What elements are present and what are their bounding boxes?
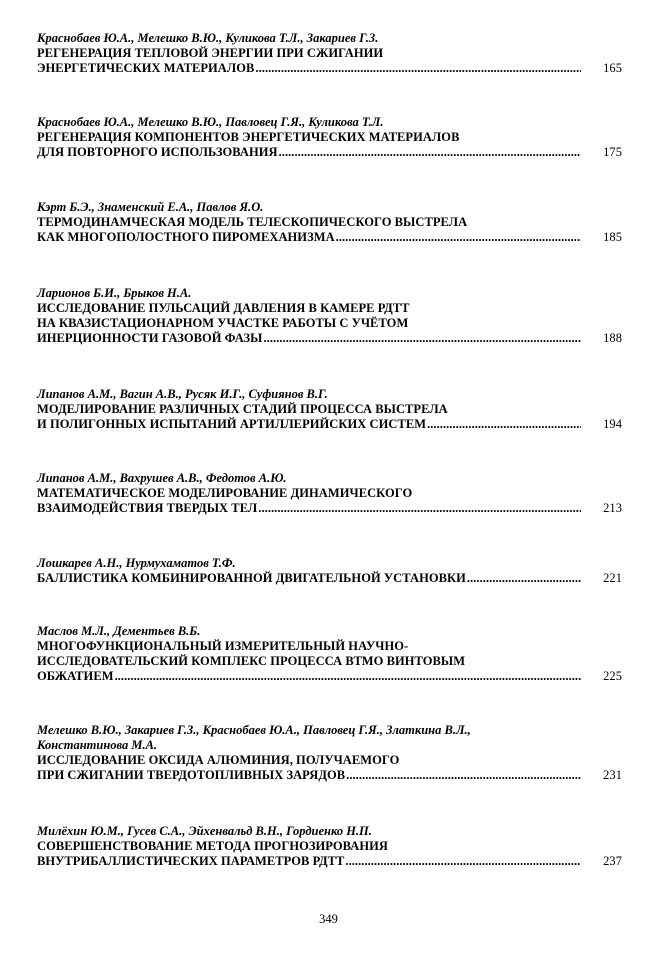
toc-entry [37, 624, 622, 684]
entry-title-line: БАЛЛИСТИКА КОМБИНИРОВАННОЙ ДВИГАТЕЛЬНОЙ УСТАНОВКИ [37, 571, 466, 585]
entry-page-number: 237 [603, 854, 622, 868]
entry-title-line: СОВЕРШЕНСТВОВАНИЕ МЕТОДА ПРОГНОЗИРОВАНИЯ [37, 839, 388, 853]
entry-title-line: ВЗАИМОДЕЙСТВИЯ ТВЕРДЫХ ТЕЛ [37, 501, 258, 515]
entry-title-last-line [37, 854, 622, 869]
entry-title-last-line [37, 145, 622, 160]
entry-title-line: ИНЕРЦИОННОСТИ ГАЗОВОЙ ФАЗЫ [37, 331, 263, 345]
dot-leader [279, 145, 581, 160]
entry-page-number: 188 [603, 331, 622, 345]
entry-authors: Краснобаев Ю.А., Мелешко В.Ю., Куликова Т.Л., Закариев Г.З. [37, 31, 379, 45]
entry-title-line: НА КВАЗИСТАЦИОНАРНОМ УЧАСТКЕ РАБОТЫ С УЧЁТОМ [37, 316, 409, 330]
entry-title-line: ДЛЯ ПОВТОРНОГО ИСПОЛЬЗОВАНИЯ [37, 145, 278, 159]
entry-authors: Ларионов Б.И., Брыков Н.А. [37, 286, 192, 300]
entry-title-line: РЕГЕНЕРАЦИЯ ТЕПЛОВОЙ ЭНЕРГИИ ПРИ СЖИГАНИИ [37, 46, 384, 60]
entry-authors: Мелешко В.Ю., Закариев Г.З., Краснобаев Ю.А., Павловец Г.Я., Златкина В.Л., [37, 723, 471, 737]
entry-page-number: 185 [603, 230, 622, 244]
dot-leader [346, 768, 581, 783]
toc-entry [37, 200, 622, 245]
entry-title-line: ИССЛЕДОВАНИЕ ОКСИДА АЛЮМИНИЯ, ПОЛУЧАЕМОГО [37, 753, 400, 767]
entry-page-number: 225 [603, 669, 622, 683]
entry-title-last-line [37, 571, 622, 586]
entry-title-line: И ПОЛИГОННЫХ ИСПЫТАНИЙ АРТИЛЛЕРИЙСКИХ СИСТЕМ [37, 417, 427, 431]
entry-page-number: 175 [603, 145, 622, 159]
entry-title-last-line [37, 417, 622, 432]
dot-leader [255, 61, 581, 76]
dot-leader [467, 571, 581, 586]
toc-entry [37, 387, 622, 432]
dot-leader [345, 854, 581, 869]
entry-page-number: 194 [603, 417, 622, 431]
entry-title-line: ИССЛЕДОВАНИЕ ПУЛЬСАЦИЙ ДАВЛЕНИЯ В КАМЕРЕ РДТТ [37, 301, 410, 315]
entry-authors: Маслов М.Л., Дементьев В.Б. [37, 624, 201, 638]
entry-title-line: ВНУТРИБАЛЛИСТИЧЕСКИХ ПАРАМЕТРОВ РДТТ [37, 854, 345, 868]
entry-title-line: ПРИ СЖИГАНИИ ТВЕРДОТОПЛИВНЫХ ЗАРЯДОВ [37, 768, 346, 782]
toc-entry [37, 556, 622, 586]
entry-title-line: РЕГЕНЕРАЦИЯ КОМПОНЕНТОВ ЭНЕРГЕТИЧЕСКИХ МАТЕРИАЛОВ [37, 130, 460, 144]
entry-title-last-line [37, 669, 622, 684]
toc-entry [37, 115, 622, 160]
dot-leader [258, 501, 581, 516]
entry-authors: Кэрт Б.Э., Знаменский Е.А., Павлов Я.О. [37, 200, 264, 214]
entry-title-line: МОДЕЛИРОВАНИЕ РАЗЛИЧНЫХ СТАДИЙ ПРОЦЕССА ВЫСТРЕЛА [37, 402, 448, 416]
dot-leader [427, 417, 581, 432]
toc-entry [37, 824, 622, 869]
entry-title-last-line [37, 230, 622, 245]
entry-authors: Липанов А.М., Вахрушев А.В., Федотов А.Ю. [37, 471, 287, 485]
toc-entry [37, 286, 622, 346]
entry-page-number: 165 [603, 61, 622, 75]
entry-page-number: 221 [603, 571, 622, 585]
entry-title-line: ЭНЕРГЕТИЧЕСКИХ МАТЕРИАЛОВ [37, 61, 255, 75]
dot-leader [336, 230, 581, 245]
page-number-footer: 349 [319, 912, 338, 926]
entry-title-line: МАТЕМАТИЧЕСКОЕ МОДЕЛИРОВАНИЕ ДИНАМИЧЕСКОГО [37, 486, 413, 500]
dot-leader [115, 669, 581, 684]
entry-authors-continued: Константинова М.А. [37, 738, 158, 752]
entry-title-line: ОБЖАТИЕМ [37, 669, 114, 683]
entry-authors: Лошкарев А.Н., Нурмухаматов Т.Ф. [37, 556, 236, 570]
entry-authors: Милёхин Ю.М., Гусев С.А., Эйхенвальд В.Н., Гордиенко Н.П. [37, 824, 372, 838]
entry-title-line: МНОГОФУНКЦИОНАЛЬНЫЙ ИЗМЕРИТЕЛЬНЫЙ НАУЧНО- [37, 639, 409, 653]
entry-page-number: 231 [603, 768, 622, 782]
entry-authors: Краснобаев Ю.А., Мелешко В.Ю., Павловец Г.Я., Куликова Т.Л. [37, 115, 384, 129]
entry-title-last-line [37, 61, 622, 76]
entry-page-number: 213 [603, 501, 622, 515]
entry-title-line: КАК МНОГОПОЛОСТНОГО ПИРОМЕХАНИЗМА [37, 230, 335, 244]
toc-entry [37, 723, 622, 783]
toc-entry [37, 471, 622, 516]
dot-leader [264, 331, 582, 346]
entry-title-last-line [37, 768, 622, 783]
entry-title-line: ИССЛЕДОВАТЕЛЬСКИЙ КОМПЛЕКС ПРОЦЕССА ВТМО ВИНТОВЫМ [37, 654, 466, 668]
entry-authors: Липанов А.М., Вагин А.В., Русяк И.Г., Суфиянов В.Г. [37, 387, 328, 401]
entry-title-last-line [37, 501, 622, 516]
entry-title-line: ТЕРМОДИНАМЧЕСКАЯ МОДЕЛЬ ТЕЛЕСКОПИЧЕСКОГО ВЫСТРЕЛА [37, 215, 468, 229]
entry-title-last-line [37, 331, 622, 346]
toc-entry [37, 31, 622, 76]
